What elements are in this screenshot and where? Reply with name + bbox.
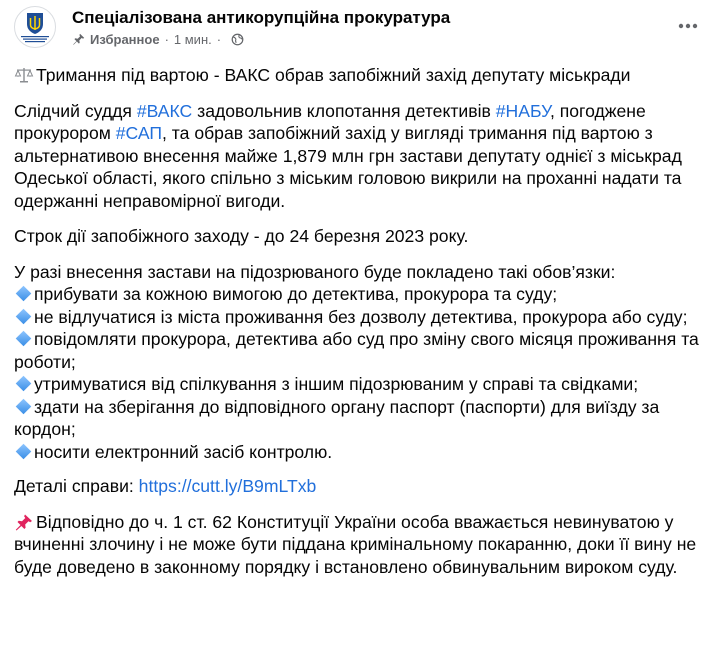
trident-logo-icon	[15, 7, 55, 47]
blue-diamond-icon	[16, 308, 32, 324]
post-meta	[72, 32, 244, 47]
separator-dot: ·	[164, 32, 169, 47]
p1-text-3: , погоджене прокурором	[14, 100, 646, 143]
globe-icon[interactable]	[231, 33, 244, 46]
blue-diamond-icon	[16, 376, 32, 392]
post-paragraph-2: Строк дії запобіжного заходу - до 24 березня 2023 року.	[14, 226, 469, 246]
obligations-list	[14, 261, 709, 464]
blue-diamond-icon	[16, 331, 32, 347]
post-paragraph-1	[14, 100, 709, 213]
more-dots-icon	[678, 23, 698, 29]
page-name[interactable]: Спеціалізована антикорупційна прокуратура	[72, 8, 451, 27]
pushpin-emoji-icon	[14, 513, 34, 531]
presumption-note	[14, 511, 709, 579]
post-title-text: Тримання під вартою - ВАКС обрав запобіжний захід депутату міськради	[36, 65, 631, 85]
list-item: носити електронний засіб контролю.	[14, 441, 709, 464]
avatar[interactable]	[14, 6, 56, 48]
list-item: не відлучатися із міста проживання без дозволу детектива, прокурора або суду;	[14, 306, 709, 329]
separator-dot-2: ·	[216, 32, 222, 47]
post-title	[14, 64, 709, 87]
list-item: утримуватися від спілкування з іншим підозрюваним у справі та свідками;	[14, 373, 709, 396]
list-item: повідомляти прокурора, детектива або суд про зміну свого місяця проживання та роботи;	[14, 329, 699, 372]
details-label: Деталі справи:	[14, 476, 139, 496]
post-content	[14, 64, 709, 591]
list-item: прибувати за кожною вимогою до детектива, прокурора та суду;	[14, 283, 709, 306]
post-time[interactable]: 1 мин.	[173, 32, 212, 47]
obligations-intro: У разі внесення застави на підозрюваного буде покладено такі обов’язки:	[14, 261, 616, 282]
blue-diamond-icon	[16, 398, 32, 414]
scales-emoji-icon	[14, 66, 34, 84]
hashtag-vaks[interactable]: #ВАКС	[136, 100, 193, 121]
pin-icon	[72, 33, 85, 46]
p1-text-1: Слідчий суддя	[14, 100, 137, 121]
presumption-text: Відповідно до ч. 1 ст. 62 Конституції України особа вважається невинуватою у вчиненні злочину і не може бути піддана кримінальному покаранню, доки її вину не буде доведено в законному порядку і встановлено обвинувальним вироком суду.	[14, 511, 697, 577]
post-header	[14, 6, 704, 54]
details-link[interactable]: https://cutt.ly/B9mLTxb	[138, 476, 317, 496]
more-options-button[interactable]	[672, 10, 704, 42]
list-item: здати на зберігання до відповідного органу паспорт (паспорти) для виїзду за кордон;	[14, 396, 660, 439]
hashtag-nabu[interactable]: #НАБУ	[495, 100, 550, 121]
favorites-label[interactable]: Избранное	[90, 32, 160, 47]
blue-diamond-icon	[16, 286, 32, 302]
hashtag-sap[interactable]: #САП	[115, 123, 163, 143]
blue-diamond-icon	[16, 443, 32, 459]
p1-text-2: задовольнив клопотання детективів	[192, 100, 496, 121]
case-details	[14, 475, 709, 498]
p1-text-4: , та обрав запобіжний захід у вигляді тримання під вартою з альтернативою внесення майже 1,879 млн грн застави депутату однієї з міськрад Одеської області, якого спільно з міським головою викрили на проханні надати та одержанні неправомірної вигоди.	[14, 123, 682, 211]
